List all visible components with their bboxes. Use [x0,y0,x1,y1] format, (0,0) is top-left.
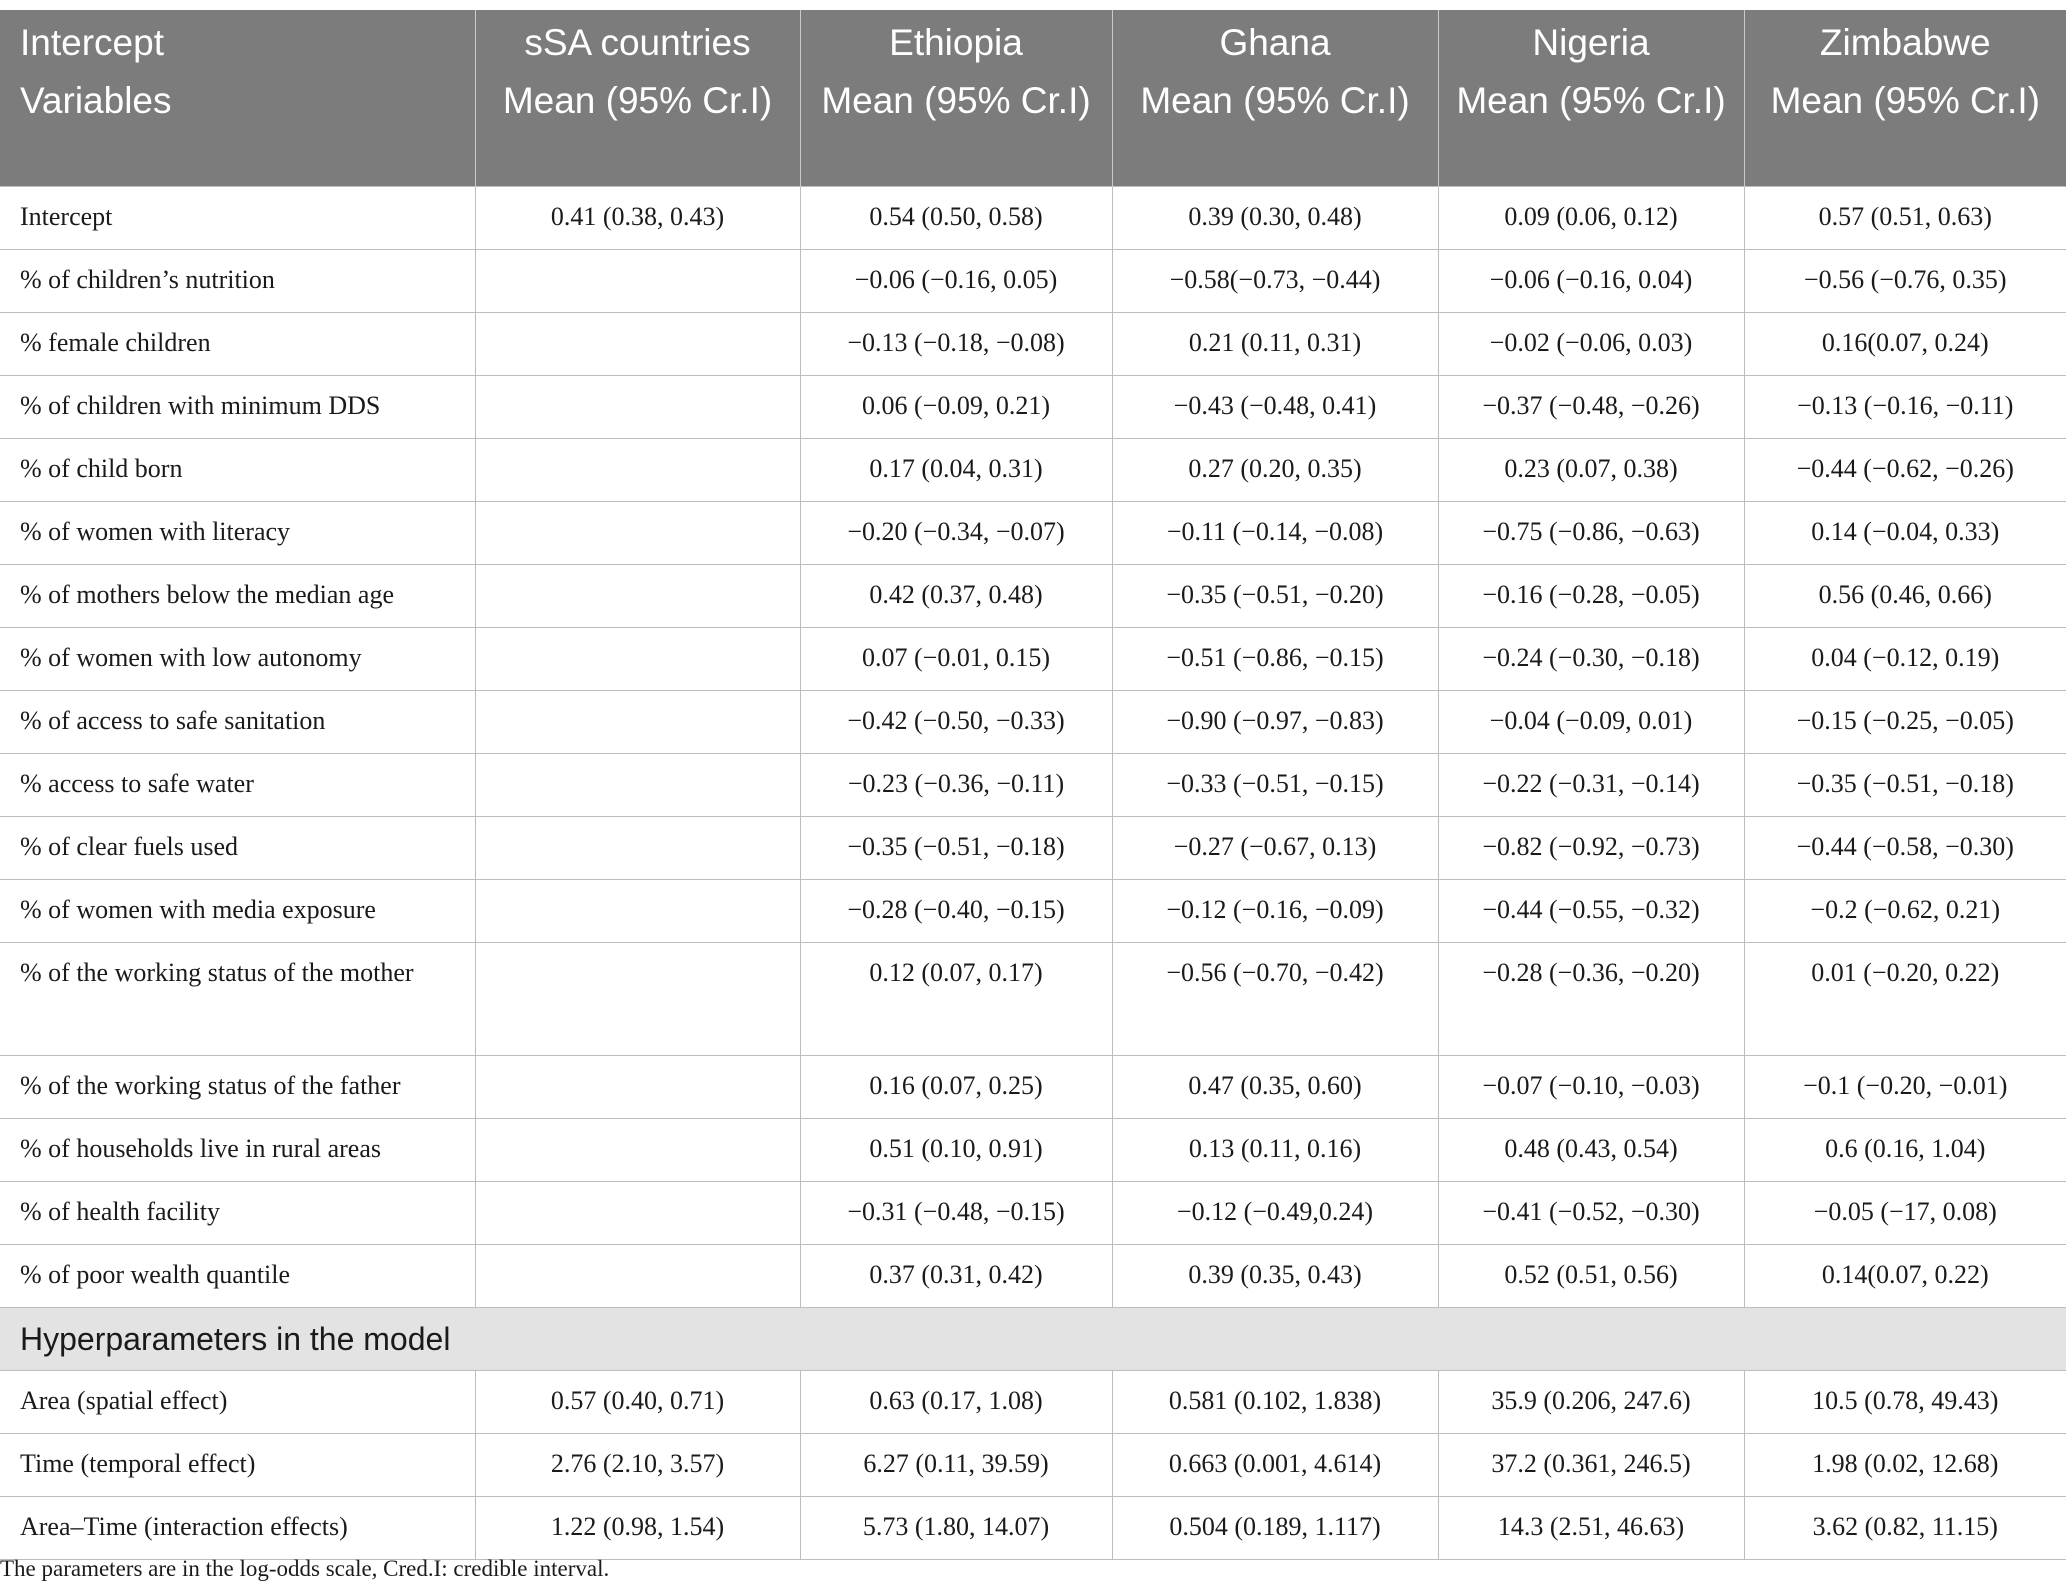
value-cell: 5.73 (1.80, 14.07) [800,1496,1112,1559]
value-cell: 0.54 (0.50, 0.58) [800,186,1112,249]
variable-cell: % of the working status of the father [0,1055,475,1118]
value-cell [475,564,800,627]
table-row [0,1181,2066,1244]
header-cell: Ethiopia [800,10,1112,76]
variable-cell: % of clear fuels used [0,816,475,879]
value-cell [475,1118,800,1181]
header-cell: Mean (95% Cr.I) [1438,76,1744,186]
value-cell: −0.20 (−0.34, −0.07) [800,501,1112,564]
value-cell: −0.44 (−0.58, −0.30) [1744,816,2066,879]
value-cell: 0.04 (−0.12, 0.19) [1744,627,2066,690]
value-cell: −0.02 (−0.06, 0.03) [1438,312,1744,375]
value-cell: −0.41 (−0.52, −0.30) [1438,1181,1744,1244]
value-cell: 0.57 (0.51, 0.63) [1744,186,2066,249]
value-cell: −0.11 (−0.14, −0.08) [1112,501,1438,564]
value-cell: −0.07 (−0.10, −0.03) [1438,1055,1744,1118]
value-cell: 37.2 (0.361, 246.5) [1438,1433,1744,1496]
value-cell: 0.06 (−0.09, 0.21) [800,375,1112,438]
value-cell: −0.13 (−0.18, −0.08) [800,312,1112,375]
value-cell: 0.37 (0.31, 0.42) [800,1244,1112,1307]
value-cell: −0.22 (−0.31, −0.14) [1438,753,1744,816]
value-cell: 0.12 (0.07, 0.17) [800,942,1112,1055]
section-header-row [0,1307,2066,1370]
variable-cell: Area–Time (interaction effects) [0,1496,475,1559]
variable-cell: % of women with low autonomy [0,627,475,690]
table-row [0,501,2066,564]
table-row [0,564,2066,627]
value-cell: 0.13 (0.11, 0.16) [1112,1118,1438,1181]
variable-cell: % of the working status of the mother [0,942,475,1055]
value-cell: 0.504 (0.189, 1.117) [1112,1496,1438,1559]
value-cell: 14.3 (2.51, 46.63) [1438,1496,1744,1559]
header-cell: Nigeria [1438,10,1744,76]
value-cell: −0.13 (−0.16, −0.11) [1744,375,2066,438]
variable-cell: % of women with literacy [0,501,475,564]
table-body [0,186,2066,1559]
value-cell: 35.9 (0.206, 247.6) [1438,1370,1744,1433]
value-cell: −0.82 (−0.92, −0.73) [1438,816,1744,879]
value-cell: −0.16 (−0.28, −0.05) [1438,564,1744,627]
value-cell: −0.27 (−0.67, 0.13) [1112,816,1438,879]
header-cell: sSA countries [475,10,800,76]
value-cell: −0.44 (−0.62, −0.26) [1744,438,2066,501]
value-cell: 0.41 (0.38, 0.43) [475,186,800,249]
value-cell: 0.56 (0.46, 0.66) [1744,564,2066,627]
value-cell: 0.23 (0.07, 0.38) [1438,438,1744,501]
value-cell: −0.75 (−0.86, −0.63) [1438,501,1744,564]
value-cell: −0.12 (−0.16, −0.09) [1112,879,1438,942]
variable-cell: % access to safe water [0,753,475,816]
header-cell: Zimbabwe [1744,10,2066,76]
value-cell: −0.42 (−0.50, −0.33) [800,690,1112,753]
value-cell: −0.43 (−0.48, 0.41) [1112,375,1438,438]
value-cell: −0.2 (−0.62, 0.21) [1744,879,2066,942]
table-row [0,879,2066,942]
value-cell: −0.33 (−0.51, −0.15) [1112,753,1438,816]
table-row [0,1244,2066,1307]
value-cell: 0.39 (0.30, 0.48) [1112,186,1438,249]
results-table [0,10,2066,1560]
value-cell: −0.35 (−0.51, −0.18) [800,816,1112,879]
table-row [0,1370,2066,1433]
value-cell: −0.56 (−0.70, −0.42) [1112,942,1438,1055]
table-row [0,1118,2066,1181]
value-cell: 3.62 (0.82, 11.15) [1744,1496,2066,1559]
table-row [0,816,2066,879]
value-cell: 0.6 (0.16, 1.04) [1744,1118,2066,1181]
value-cell [475,942,800,1055]
value-cell: −0.90 (−0.97, −0.83) [1112,690,1438,753]
table-row [0,1496,2066,1559]
value-cell: 0.48 (0.43, 0.54) [1438,1118,1744,1181]
table-row [0,753,2066,816]
variable-cell: % of children’s nutrition [0,249,475,312]
value-cell: 0.39 (0.35, 0.43) [1112,1244,1438,1307]
value-cell: 0.52 (0.51, 0.56) [1438,1244,1744,1307]
value-cell: 0.07 (−0.01, 0.15) [800,627,1112,690]
value-cell: −0.06 (−0.16, 0.04) [1438,249,1744,312]
table-row [0,942,2066,1055]
table-row [0,186,2066,249]
value-cell: 10.5 (0.78, 49.43) [1744,1370,2066,1433]
value-cell: 0.09 (0.06, 0.12) [1438,186,1744,249]
value-cell: −0.1 (−0.20, −0.01) [1744,1055,2066,1118]
header-cell: Mean (95% Cr.I) [475,76,800,186]
value-cell [475,1055,800,1118]
value-cell: 0.581 (0.102, 1.838) [1112,1370,1438,1433]
value-cell: −0.31 (−0.48, −0.15) [800,1181,1112,1244]
value-cell: −0.51 (−0.86, −0.15) [1112,627,1438,690]
header-cell: Mean (95% Cr.I) [1744,76,2066,186]
value-cell: 1.98 (0.02, 12.68) [1744,1433,2066,1496]
table-row [0,249,2066,312]
value-cell [475,375,800,438]
value-cell [475,627,800,690]
value-cell [475,501,800,564]
value-cell: 0.663 (0.001, 4.614) [1112,1433,1438,1496]
value-cell [475,816,800,879]
table-row [0,375,2066,438]
table-footnote: The parameters are in the log-odds scale, Cred.I: credible interval. [0,1556,610,1581]
table-row [0,312,2066,375]
value-cell [475,690,800,753]
variable-cell: % of access to safe sanitation [0,690,475,753]
value-cell: −0.04 (−0.09, 0.01) [1438,690,1744,753]
value-cell [475,753,800,816]
table-row [0,690,2066,753]
table-row [0,1055,2066,1118]
variable-cell: Intercept [0,186,475,249]
value-cell: 0.42 (0.37, 0.48) [800,564,1112,627]
variable-cell: % of poor wealth quantile [0,1244,475,1307]
value-cell: −0.12 (−0.49,0.24) [1112,1181,1438,1244]
value-cell [475,249,800,312]
value-cell: 0.14 (−0.04, 0.33) [1744,501,2066,564]
variable-cell: % of child born [0,438,475,501]
value-cell: −0.24 (−0.30, −0.18) [1438,627,1744,690]
value-cell: 0.01 (−0.20, 0.22) [1744,942,2066,1055]
value-cell: 2.76 (2.10, 3.57) [475,1433,800,1496]
table-header [0,10,2066,186]
value-cell: 0.57 (0.40, 0.71) [475,1370,800,1433]
header-cell: Ghana [1112,10,1438,76]
value-cell: 0.16 (0.07, 0.25) [800,1055,1112,1118]
table-row [0,438,2066,501]
value-cell: 0.21 (0.11, 0.31) [1112,312,1438,375]
value-cell: −0.58(−0.73, −0.44) [1112,249,1438,312]
header-row-variables [0,76,2066,186]
value-cell: 0.16(0.07, 0.24) [1744,312,2066,375]
value-cell: −0.44 (−0.55, −0.32) [1438,879,1744,942]
value-cell: 0.47 (0.35, 0.60) [1112,1055,1438,1118]
header-cell: Variables [0,76,475,186]
value-cell: −0.06 (−0.16, 0.05) [800,249,1112,312]
value-cell: −0.35 (−0.51, −0.18) [1744,753,2066,816]
value-cell: 0.14(0.07, 0.22) [1744,1244,2066,1307]
table-row [0,1433,2066,1496]
variable-cell: % of mothers below the median age [0,564,475,627]
variable-cell: % of health facility [0,1181,475,1244]
value-cell [475,1181,800,1244]
header-cell: Mean (95% Cr.I) [1112,76,1438,186]
value-cell [475,438,800,501]
header-cell: Intercept [0,10,475,76]
table-row [0,627,2066,690]
value-cell: −0.23 (−0.36, −0.11) [800,753,1112,816]
header-row-intercept [0,10,2066,76]
variable-cell: % of children with minimum DDS [0,375,475,438]
header-cell: Mean (95% Cr.I) [800,76,1112,186]
value-cell: −0.37 (−0.48, −0.26) [1438,375,1744,438]
value-cell: −0.05 (−17, 0.08) [1744,1181,2066,1244]
value-cell: 1.22 (0.98, 1.54) [475,1496,800,1559]
variable-cell: Area (spatial effect) [0,1370,475,1433]
value-cell: 0.17 (0.04, 0.31) [800,438,1112,501]
value-cell: 0.63 (0.17, 1.08) [800,1370,1112,1433]
value-cell: 0.51 (0.10, 0.91) [800,1118,1112,1181]
value-cell: −0.28 (−0.40, −0.15) [800,879,1112,942]
value-cell: −0.15 (−0.25, −0.05) [1744,690,2066,753]
value-cell [475,879,800,942]
value-cell: 6.27 (0.11, 39.59) [800,1433,1112,1496]
variable-cell: % female children [0,312,475,375]
section-title: Hyperparameters in the model [0,1307,2066,1370]
value-cell [475,312,800,375]
value-cell [475,1244,800,1307]
variable-cell: Time (temporal effect) [0,1433,475,1496]
variable-cell: % of households live in rural areas [0,1118,475,1181]
value-cell: −0.28 (−0.36, −0.20) [1438,942,1744,1055]
value-cell: 0.27 (0.20, 0.35) [1112,438,1438,501]
value-cell: −0.56 (−0.76, 0.35) [1744,249,2066,312]
value-cell: −0.35 (−0.51, −0.20) [1112,564,1438,627]
variable-cell: % of women with media exposure [0,879,475,942]
